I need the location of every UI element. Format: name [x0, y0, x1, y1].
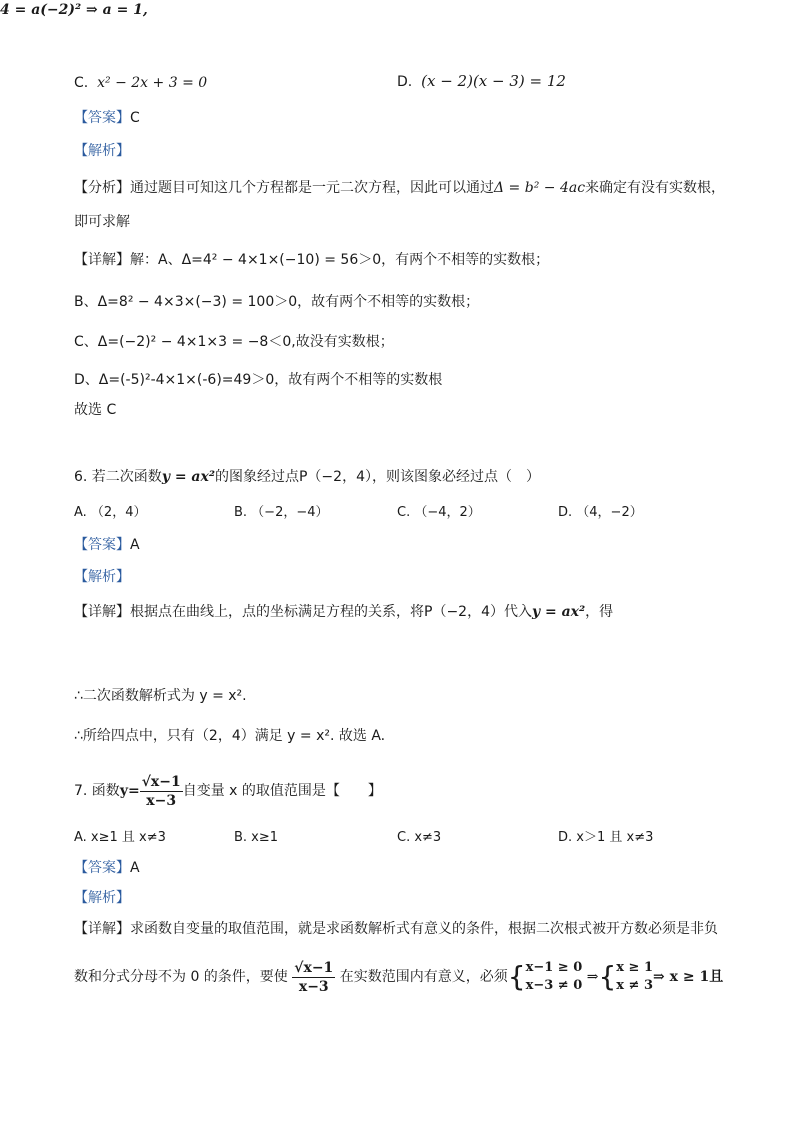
q7-stem-denominator: x−3 [146, 792, 177, 809]
q7-detail-text-2a: 数和分式分母不为 0 的条件，要使 [74, 969, 288, 985]
q6-func-line: ∴二次函数解析式为 y = x². [74, 688, 247, 704]
answer-tag: 【答案】 [74, 110, 130, 126]
answer-value: C [130, 110, 140, 126]
q6-option-c: C. （−4，2） [397, 505, 481, 520]
q7-detail-line2-end: ⇒ x ≥ 1且 [653, 969, 724, 985]
q7-stem-numerator: √x−1 [141, 773, 181, 790]
q7-detail-line2 [74, 955, 723, 999]
q7-detail-numerator: √x−1 [294, 959, 334, 976]
q7-system-1-bottom: x−3 ≠ 0 [525, 978, 583, 993]
q5-fenxi [74, 178, 725, 198]
q7-answer [74, 858, 140, 878]
fenxi-text-2: 来确定有没有实数根， [585, 180, 726, 196]
q7-option-b: B. x≥1 [234, 830, 279, 845]
q6-final-line: ∴所给四点中，只有（2，4）满足 y = x². 故选 A. [74, 728, 386, 744]
q5-option-d-expr: (x − 2)(x − 3) = 12 [421, 72, 566, 90]
q5-detail-a [74, 250, 549, 270]
analysis-tag: 【解析】 [74, 890, 130, 906]
q7-stem [74, 770, 382, 812]
q7-detail-line1 [74, 919, 718, 939]
left-brace-icon: { [598, 960, 617, 993]
q5-option-c-expr: x² − 2x + 3 = 0 [97, 75, 208, 91]
q7-option-c: C. x≠3 [397, 830, 442, 845]
answer-value: A [130, 860, 140, 876]
q7-system-2-bottom: x ≠ 3 [616, 978, 654, 993]
q7-system-2 [616, 959, 653, 995]
analysis-tag: 【解析】 [74, 143, 130, 159]
q6-stem-func: y = ax² [161, 469, 215, 485]
q7-stem-y: y= [119, 783, 140, 799]
fenxi-tag: 【分析】 [74, 180, 130, 196]
q7-option-d: D. x＞1 且 x≠3 [558, 830, 654, 845]
q7-detail-fraction [292, 959, 335, 996]
q6-detail-text-1: 根据点在曲线上，点的坐标满足方程的关系，将 [130, 604, 424, 620]
q5-detail-c: C、Δ=(−2)² − 4×1×3 = −8＜0,故没有实数根； [74, 334, 394, 350]
q6-stem-point: P（−2，4），则该图象必经过点（ ） [298, 469, 540, 485]
q5-conclusion: 故选 C [74, 402, 117, 418]
fenxi-text-1: 通过题目可知这几个方程都是一元二次方程，因此可以通过 [130, 180, 494, 196]
q7-option-a: A. x≥1 且 x≠3 [74, 830, 166, 845]
detail-tag: 【详解】 [74, 252, 130, 268]
q5-analysis [74, 141, 130, 161]
q5-detail-b: B、Δ=8² − 4×3×(−3) = 100＞0，故有两个不相等的实数根； [74, 294, 480, 310]
answer-tag: 【答案】 [74, 860, 130, 876]
q7-detail-denominator: x−3 [298, 978, 329, 995]
implies-icon: ⇒ [582, 969, 599, 985]
q6-option-a: A. （2，4） [74, 505, 147, 520]
q6-stem [74, 467, 540, 487]
q6-option-d: D. （4，−2） [558, 505, 643, 520]
q5-fenxi-line2: 即可求解 [74, 214, 130, 230]
fenxi-delta: Δ = b² − 4ac [494, 180, 586, 196]
detail-a-text: 解：A、Δ=4² − 4×1×(−10) = 56＞0，有两个不相等的实数根； [130, 252, 550, 268]
q5-detail-d: D、Δ=(-5)²-4×1×(-6)=49＞0，故有两个不相等的实数根 [74, 372, 443, 388]
q7-system-2-top: x ≥ 1 [616, 960, 654, 975]
q5-option-d-label: D. [397, 74, 413, 90]
q6-stem-prefix: 6. 若二次函数 [74, 469, 162, 485]
answer-value: A [130, 537, 140, 553]
q6-detail [74, 602, 613, 622]
q6-analysis [74, 567, 130, 587]
answer-tag: 【答案】 [74, 537, 130, 553]
q5-option-c [74, 73, 207, 93]
q5-option-c-label: C. [74, 75, 89, 91]
left-brace-icon: { [507, 960, 526, 993]
q6-answer [74, 535, 140, 555]
q6-equation: 4 = a(−2)² ⇒ a = 1, [0, 2, 148, 18]
q7-stem-suffix: 自变量 x 的取值范围是【 】 [182, 783, 382, 799]
q7-analysis [74, 888, 130, 908]
q6-option-b: B. （−2，−4） [234, 505, 329, 520]
q7-system-1 [526, 959, 583, 995]
analysis-tag: 【解析】 [74, 569, 130, 585]
q6-detail-text-3: ，得 [585, 604, 614, 620]
q7-detail-text-2b: 在实数范围内有意义，必须 [339, 969, 508, 985]
q6-stem-mid: 的图象经过点 [214, 469, 299, 485]
q6-detail-text-2: P（−2，4）代入 [424, 604, 532, 620]
q7-system-1-top: x−1 ≥ 0 [525, 960, 583, 975]
q7-stem-fraction [140, 773, 183, 810]
q6-detail-func: y = ax² [532, 604, 586, 620]
q5-option-d [397, 71, 566, 92]
detail-tag: 【详解】 [74, 604, 130, 620]
q7-detail-text-1: 求函数自变量的取值范围，就是求函数解析式有意义的条件，根据二次根式被开方数必须是非负 [130, 921, 718, 937]
q7-stem-prefix: 7. 函数 [74, 783, 120, 799]
detail-tag: 【详解】 [74, 921, 130, 937]
q5-answer [74, 108, 140, 128]
